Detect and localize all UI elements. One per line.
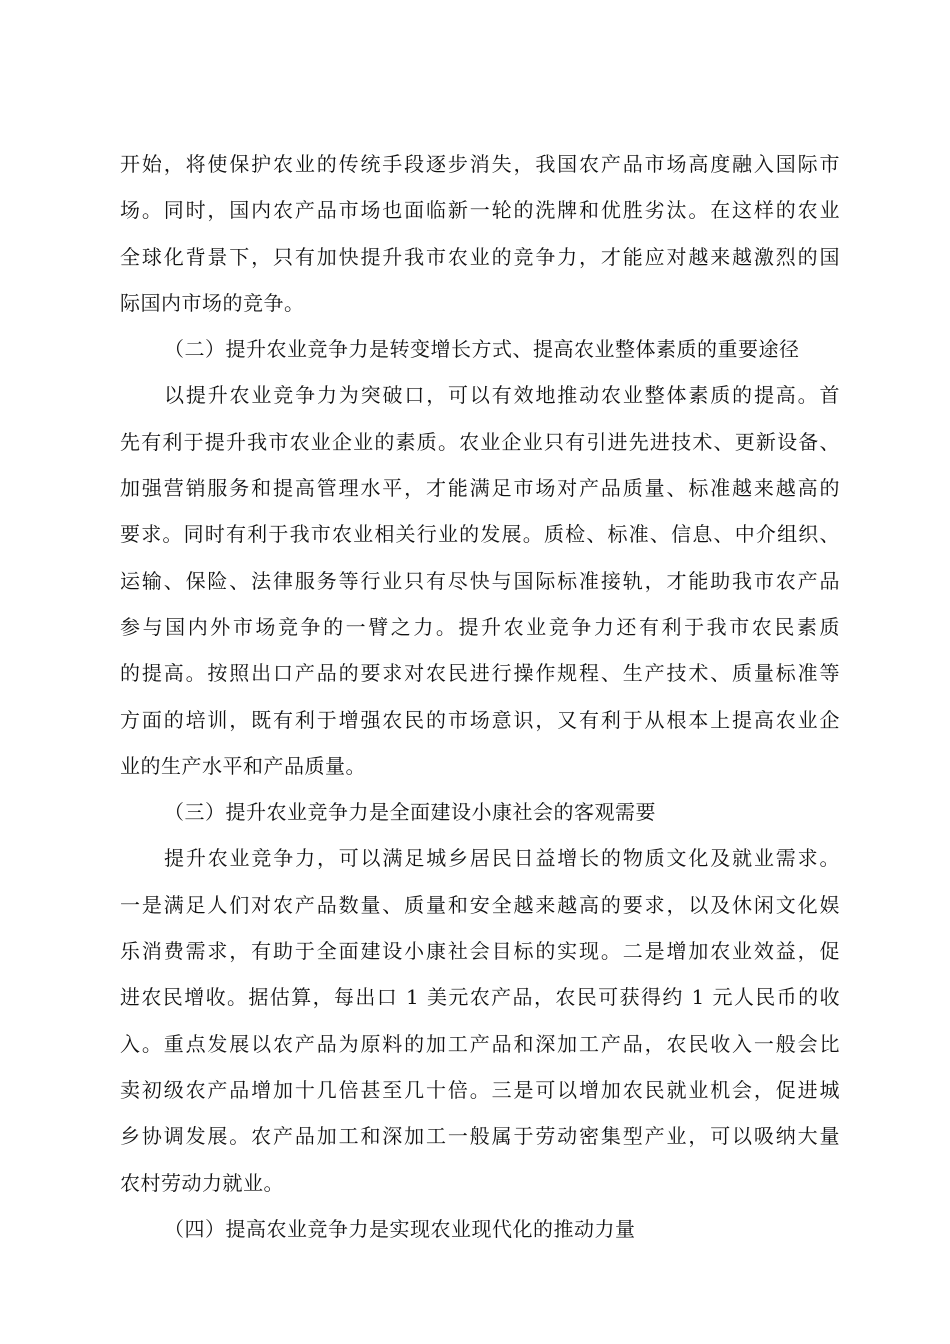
paragraph-line: 参与国内外市场竞争的一臂之力。提升农业竞争力还有利于我市农民素质 xyxy=(120,614,840,639)
paragraph-line: 提升农业竞争力，可以满足城乡居民日益增长的物质文化及就业需求。 xyxy=(164,846,840,871)
section-heading: （二）提升农业竞争力是转变增长方式、提高农业整体素质的重要途径 xyxy=(164,337,800,362)
paragraph-line: 一是满足人们对农产品数量、质量和安全越来越高的要求，以及休闲文化娱 xyxy=(120,892,840,917)
paragraph-line: 方面的培训，既有利于增强农民的市场意识，又有利于从根本上提高农业企 xyxy=(120,707,840,732)
paragraph-line: 卖初级农产品增加十几倍甚至几十倍。三是可以增加农民就业机会，促进城 xyxy=(120,1077,840,1102)
document-body xyxy=(120,141,840,1252)
paragraph-line: 乡协调发展。农产品加工和深加工一般属于劳动密集型产业，可以吸纳大量 xyxy=(120,1124,840,1149)
paragraph-line: 的提高。按照出口产品的要求对农民进行操作规程、生产技术、质量标准等 xyxy=(120,661,840,686)
paragraph-line: 进农民增收。据估算，每出口 1 美元农产品，农民可获得约 1 元人民币的收 xyxy=(120,985,840,1010)
paragraph-line: 乐消费需求，有助于全面建设小康社会目标的实现。二是增加农业效益，促 xyxy=(120,939,840,964)
paragraph-line: 开始，将使保护农业的传统手段逐步消失，我国农产品市场高度融入国际市 xyxy=(120,152,840,176)
paragraph-line: 全球化背景下，只有加快提升我市农业的竞争力，才能应对越来越激烈的国 xyxy=(120,244,840,269)
paragraph-line: 加强营销服务和提高管理水平，才能满足市场对产品质量、标准越来越高的 xyxy=(120,476,840,501)
paragraph-line: 场。同时，国内农产品市场也面临新一轮的洗牌和优胜劣汰。在这样的农业 xyxy=(120,198,840,223)
paragraph-line: 际国内市场的竞争。 xyxy=(120,290,305,315)
section-heading: （四）提高农业竞争力是实现农业现代化的推动力量 xyxy=(164,1216,636,1241)
paragraph-line: 入。重点发展以农产品为原料的加工产品和深加工产品，农民收入一般会比 xyxy=(120,1031,840,1056)
paragraph-line: 业的生产水平和产品质量。 xyxy=(120,753,366,778)
paragraph-line: 运输、保险、法律服务等行业只有尽快与国际标准接轨，才能助我市农产品 xyxy=(120,568,840,593)
paragraph-line: 先有利于提升我市农业企业的素质。农业企业只有引进先进技术、更新设备、 xyxy=(120,429,840,454)
section-heading: （三）提升农业竞争力是全面建设小康社会的客观需要 xyxy=(164,800,656,825)
paragraph-line: 以提升农业竞争力为突破口，可以有效地推动农业整体素质的提高。首 xyxy=(164,383,840,408)
paragraph-line: 农村劳动力就业。 xyxy=(120,1170,284,1195)
paragraph-line: 要求。同时有利于我市农业相关行业的发展。质检、标准、信息、中介组织、 xyxy=(120,522,840,547)
